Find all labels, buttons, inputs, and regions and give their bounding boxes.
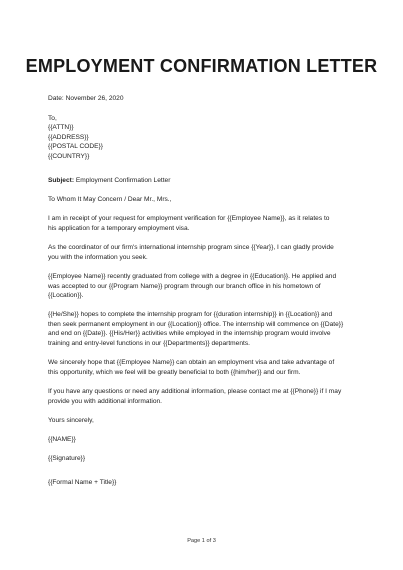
letter-body xyxy=(48,94,368,487)
paragraph-line: was accepted to our {{Program Name}} program through our branch office in his hometown of xyxy=(48,282,321,290)
signature-placeholder: {{Signature}} xyxy=(48,455,86,463)
paragraph-line: this opportunity, which we feel will be greatly beneficial to both {{him/her}} and our firm. xyxy=(48,368,301,376)
name-placeholder: {{NAME}} xyxy=(48,436,76,443)
paragraph-line: and end on {{Date}}. {{His/Her}} activities while employed in the internship program would involve xyxy=(48,330,331,338)
paragraph-line: I am in receipt of your request for employment verification for {{Employee Name}}, as it relates to xyxy=(48,215,330,223)
letter-date: Date: November 26, 2020 xyxy=(48,95,124,102)
paragraph xyxy=(48,310,368,348)
address-line: {{COUNTRY}} xyxy=(48,152,90,160)
paragraph-line: If you have any questions or need any additional information, please contact me at {{Phone}} if I may xyxy=(48,388,342,396)
paragraph-line: {{Location}}. xyxy=(48,292,84,300)
paragraph xyxy=(48,272,368,301)
paragraph xyxy=(48,387,368,406)
paragraph-line: his application for a temporary employment visa. xyxy=(48,224,190,232)
address-line: To, xyxy=(48,114,57,122)
paragraph xyxy=(48,214,368,233)
paragraph-line: We sincerely hope that {{Employee Name}} can obtain an employment visa and take advantage of xyxy=(48,359,335,367)
paragraph xyxy=(48,243,368,262)
paragraph-line: {{He/She}} hopes to complete the internship program for {{duration internship}} in {{Location}} and xyxy=(48,311,333,319)
paragraph-line: provide you with additional information. xyxy=(48,397,162,405)
paragraph-line: training and entry-level functions in our {{Departments}} departments. xyxy=(48,340,250,348)
page-number: Page 1 of 3 xyxy=(187,538,216,544)
formal-name-placeholder: {{Formal Name + Title}} xyxy=(48,478,117,486)
salutation: To Whom It May Concern / Dear Mr., Mrs., xyxy=(48,196,172,204)
paragraph xyxy=(48,358,368,377)
paragraph-line: then seek permanent employment in our {{Location}} office. The internship will commence on {{Date}} xyxy=(48,320,344,328)
paragraph-line: {{Employee Name}} recently graduated from college with a degree in {{Education}}. He applied and xyxy=(48,272,337,280)
address-line: {{ATTN}} xyxy=(48,124,74,132)
address-line: {{ADDRESS}} xyxy=(48,133,89,141)
subject-text: Employment Confirmation Letter xyxy=(74,176,171,184)
paragraph-line: you with the information you seek. xyxy=(48,253,148,261)
document-title: EMPLOYMENT CONFIRMATION LETTER xyxy=(25,56,378,76)
address-line: {{POSTAL CODE}} xyxy=(48,143,103,151)
subject-label: Subject: xyxy=(48,176,75,184)
subject-line xyxy=(48,176,368,186)
paragraph-line: As the coordinator of our firm's international internship program since {{Year}}, I can gladly provide xyxy=(48,244,334,252)
closing: Yours sincerely, xyxy=(48,416,94,424)
recipient-address xyxy=(48,114,368,162)
